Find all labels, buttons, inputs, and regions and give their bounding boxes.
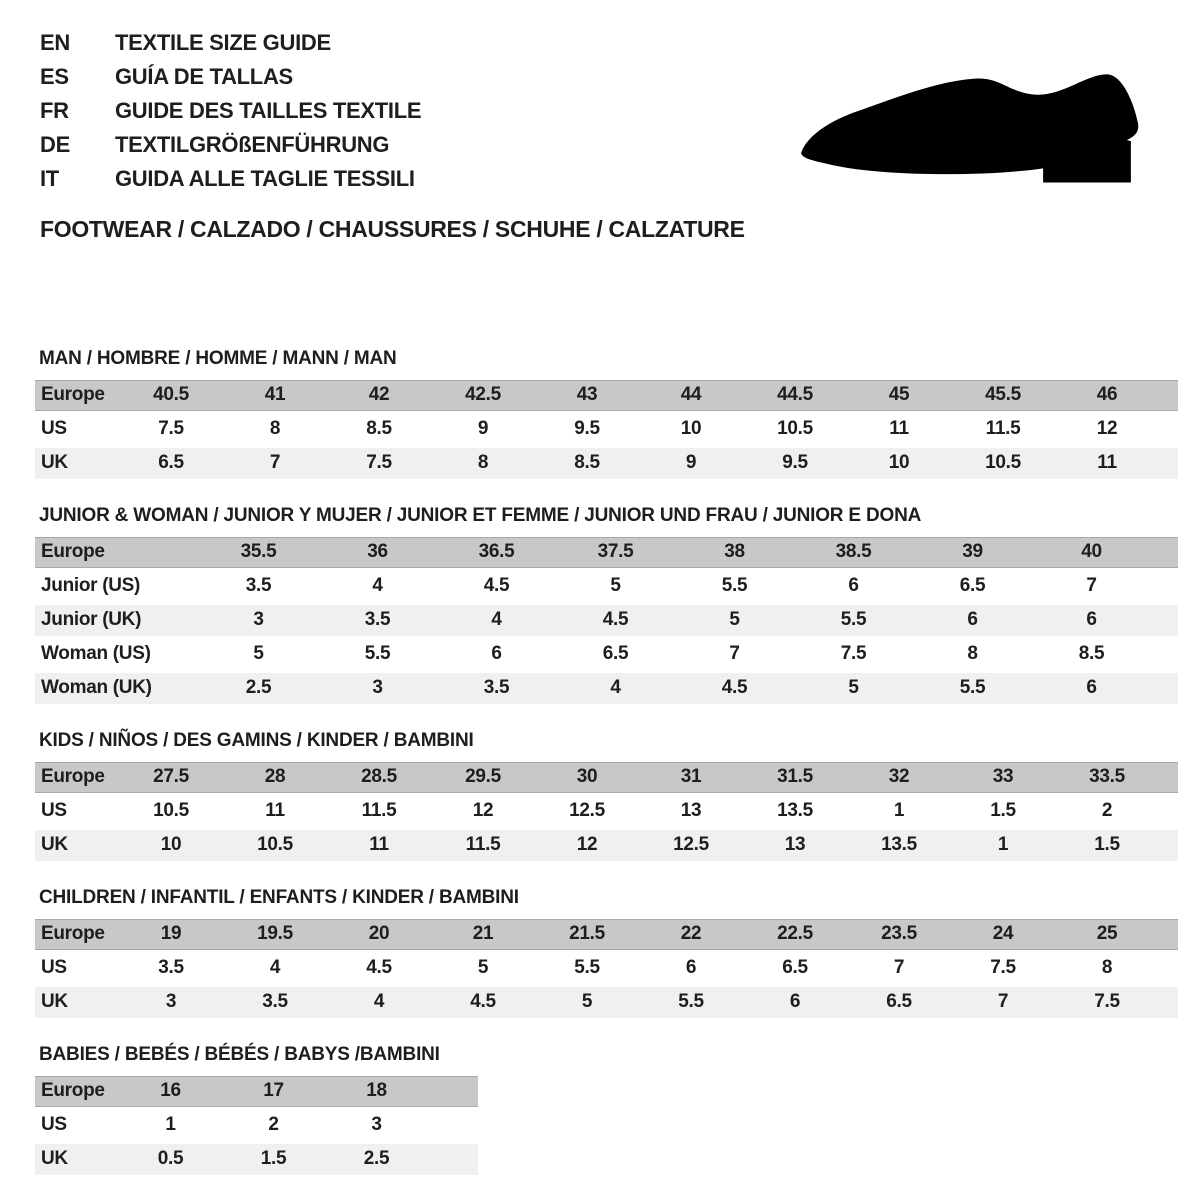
size-value-cell: 36.5 <box>478 541 515 562</box>
section-title-children: CHILDREN / INFANTIL / ENFANTS / KINDER / BAMBINI <box>39 887 519 908</box>
size-value-cell: 9.5 <box>574 418 600 439</box>
size-value-cell: 7.5 <box>1094 991 1120 1012</box>
size-value-cell: 42.5 <box>465 384 501 405</box>
size-value-cell: 1.5 <box>1094 834 1120 855</box>
section-title-junior-woman: JUNIOR & WOMAN / JUNIOR Y MUJER / JUNIOR ET FEMME / JUNIOR UND FRAU / JUNIOR E DONA <box>39 505 922 526</box>
row-label: Woman (US) <box>41 643 151 664</box>
size-value-cell: 12 <box>472 800 494 821</box>
row-spacer <box>428 1077 478 1106</box>
dress-shoe-icon <box>798 64 1146 198</box>
row-spacer <box>1151 571 1178 602</box>
language-label: TEXTILE SIZE GUIDE <box>115 30 331 55</box>
language-label: GUIDA ALLE TAGLIE TESSILI <box>115 166 415 191</box>
size-value-cell: 4.5 <box>366 957 392 978</box>
language-code: EN <box>40 30 70 55</box>
size-value-cell: 5.5 <box>840 609 867 630</box>
size-value-cell: 13.5 <box>777 800 813 821</box>
size-value-cell: 10 <box>888 452 910 473</box>
size-value-cell: 5.5 <box>574 957 600 978</box>
row-spacer <box>1159 414 1178 445</box>
size-value-cell: 7 <box>269 452 281 473</box>
size-value-cell: 45 <box>888 384 910 405</box>
size-value-cell: 6 <box>789 991 801 1012</box>
size-table-row <box>35 796 1178 827</box>
size-value-cell: 12 <box>1096 418 1118 439</box>
row-label: Europe <box>41 1080 105 1101</box>
size-table-row <box>35 673 1178 704</box>
row-label: UK <box>41 1148 68 1169</box>
size-table-header-row <box>35 1076 478 1107</box>
size-table-row <box>35 639 1178 670</box>
size-value-cell: 4 <box>373 991 385 1012</box>
size-value-cell: 4 <box>269 957 281 978</box>
size-value-cell: 17 <box>263 1080 284 1101</box>
size-value-cell: 6.5 <box>782 957 808 978</box>
size-value-cell: 1.5 <box>990 800 1016 821</box>
size-value-cell: 35.5 <box>240 541 277 562</box>
size-value-cell: 37.5 <box>597 541 634 562</box>
language-code: IT <box>40 166 59 191</box>
size-value-cell: 11.5 <box>985 418 1021 439</box>
size-value-cell: 40.5 <box>153 384 189 405</box>
size-value-cell: 40 <box>1081 541 1102 562</box>
size-value-cell: 4 <box>491 609 502 630</box>
size-value-cell: 2 <box>268 1114 279 1135</box>
size-table-row <box>35 953 1178 984</box>
size-value-cell: 38.5 <box>835 541 872 562</box>
size-value-cell: 9 <box>477 418 489 439</box>
language-row-it <box>40 162 421 196</box>
size-value-cell: 12 <box>576 834 598 855</box>
row-label: Europe <box>41 541 105 562</box>
language-row-de <box>40 128 421 162</box>
size-table-row <box>35 830 1178 861</box>
size-value-cell: 27.5 <box>153 766 189 787</box>
category-heading: FOOTWEAR / CALZADO / CHAUSSURES / SCHUHE / CALZATURE <box>40 216 745 242</box>
size-value-cell: 18 <box>366 1080 387 1101</box>
row-label: Europe <box>41 766 105 787</box>
size-value-cell: 24 <box>992 923 1014 944</box>
size-value-cell: 12.5 <box>673 834 709 855</box>
size-value-cell: 6 <box>685 957 697 978</box>
row-spacer <box>1159 796 1178 827</box>
size-value-cell: 5 <box>729 609 740 630</box>
size-value-cell: 44.5 <box>777 384 813 405</box>
size-value-cell: 3.5 <box>245 575 272 596</box>
row-spacer <box>1151 605 1178 636</box>
size-value-cell: 7 <box>893 957 905 978</box>
size-table-row <box>35 414 1178 445</box>
size-value-cell: 0.5 <box>157 1148 184 1169</box>
size-value-cell: 7.5 <box>366 452 392 473</box>
size-value-cell: 19 <box>160 923 182 944</box>
size-value-cell: 4.5 <box>470 991 496 1012</box>
size-value-cell: 3.5 <box>483 677 510 698</box>
size-value-cell: 6 <box>1086 609 1097 630</box>
size-value-cell: 1 <box>165 1114 176 1135</box>
language-row-en <box>40 26 421 60</box>
section-title-babies: BABIES / BEBÉS / BÉBÉS / BABYS /BAMBINI <box>39 1044 440 1065</box>
size-value-cell: 11.5 <box>361 800 397 821</box>
row-label: UK <box>41 991 68 1012</box>
size-value-cell: 13 <box>784 834 806 855</box>
size-value-cell: 11 <box>1097 452 1117 473</box>
size-value-cell: 9 <box>685 452 697 473</box>
size-value-cell: 33.5 <box>1089 766 1125 787</box>
size-table-row <box>35 571 1178 602</box>
size-value-cell: 28 <box>264 766 286 787</box>
size-table-kids <box>35 762 1178 861</box>
size-value-cell: 4 <box>372 575 383 596</box>
size-value-cell: 31 <box>680 766 702 787</box>
size-value-cell: 8 <box>967 643 978 664</box>
size-value-cell: 7.5 <box>990 957 1016 978</box>
row-spacer <box>1159 381 1178 410</box>
size-value-cell: 5 <box>610 575 621 596</box>
size-value-cell: 3.5 <box>262 991 288 1012</box>
size-value-cell: 8 <box>1101 957 1113 978</box>
size-value-cell: 16 <box>160 1080 181 1101</box>
section-junior-woman <box>35 505 1178 704</box>
row-label: Junior (US) <box>41 575 141 596</box>
size-value-cell: 3 <box>371 1114 382 1135</box>
size-value-cell: 4.5 <box>721 677 748 698</box>
size-value-cell: 43 <box>576 384 598 405</box>
size-value-cell: 5 <box>848 677 859 698</box>
size-value-cell: 19.5 <box>257 923 293 944</box>
size-value-cell: 29.5 <box>465 766 501 787</box>
size-table-row <box>35 448 1178 479</box>
size-value-cell: 10.5 <box>153 800 189 821</box>
row-spacer <box>428 1110 478 1141</box>
size-value-cell: 7 <box>997 991 1009 1012</box>
size-value-cell: 3.5 <box>158 957 184 978</box>
size-value-cell: 21.5 <box>569 923 605 944</box>
row-spacer <box>1159 920 1178 949</box>
size-value-cell: 21 <box>472 923 494 944</box>
size-value-cell: 5 <box>477 957 489 978</box>
size-value-cell: 6.5 <box>158 452 184 473</box>
size-value-cell: 2 <box>1101 800 1113 821</box>
size-value-cell: 8 <box>477 452 489 473</box>
size-value-cell: 3 <box>372 677 383 698</box>
size-value-cell: 11 <box>369 834 389 855</box>
row-spacer <box>1151 673 1178 704</box>
size-value-cell: 32 <box>888 766 910 787</box>
size-value-cell: 3 <box>165 991 177 1012</box>
size-value-cell: 7.5 <box>840 643 867 664</box>
row-spacer <box>1159 953 1178 984</box>
size-value-cell: 10 <box>160 834 182 855</box>
size-value-cell: 10.5 <box>985 452 1021 473</box>
size-table-row <box>35 605 1178 636</box>
row-label: Europe <box>41 923 105 944</box>
size-value-cell: 42 <box>368 384 390 405</box>
row-label: Junior (UK) <box>41 609 142 630</box>
row-spacer <box>1159 987 1178 1018</box>
size-value-cell: 6 <box>967 609 978 630</box>
size-value-cell: 28.5 <box>361 766 397 787</box>
size-value-cell: 10.5 <box>257 834 293 855</box>
size-value-cell: 22 <box>680 923 702 944</box>
size-value-cell: 7 <box>729 643 740 664</box>
size-value-cell: 8 <box>269 418 281 439</box>
size-value-cell: 46 <box>1096 384 1118 405</box>
size-value-cell: 7 <box>1086 575 1097 596</box>
size-value-cell: 4.5 <box>483 575 510 596</box>
row-label: UK <box>41 452 68 473</box>
size-table-babies <box>35 1076 478 1175</box>
size-value-cell: 7.5 <box>158 418 184 439</box>
size-value-cell: 20 <box>368 923 390 944</box>
size-value-cell: 6 <box>1086 677 1097 698</box>
row-spacer <box>1151 538 1178 567</box>
size-value-cell: 44 <box>680 384 702 405</box>
size-value-cell: 11 <box>889 418 909 439</box>
size-value-cell: 1.5 <box>260 1148 287 1169</box>
size-value-cell: 39 <box>962 541 983 562</box>
size-value-cell: 5 <box>253 643 264 664</box>
section-children <box>35 887 1178 1018</box>
size-value-cell: 6 <box>491 643 502 664</box>
size-value-cell: 4.5 <box>602 609 629 630</box>
language-code: ES <box>40 64 69 89</box>
size-value-cell: 5.5 <box>959 677 986 698</box>
size-value-cell: 8.5 <box>574 452 600 473</box>
size-value-cell: 1 <box>893 800 905 821</box>
size-table-junior-woman <box>35 537 1178 704</box>
size-value-cell: 41 <box>264 384 286 405</box>
size-value-cell: 2.5 <box>245 677 272 698</box>
language-label: GUÍA DE TALLAS <box>115 64 293 89</box>
section-title-man: MAN / HOMBRE / HOMME / MANN / MAN <box>39 348 397 369</box>
size-table-row <box>35 1144 478 1175</box>
size-value-cell: 5.5 <box>721 575 748 596</box>
language-label: TEXTILGRÖßENFÜHRUNG <box>115 132 390 157</box>
size-value-cell: 11 <box>265 800 285 821</box>
size-value-cell: 6 <box>848 575 859 596</box>
size-value-cell: 9.5 <box>782 452 808 473</box>
section-kids <box>35 730 1178 861</box>
language-code: FR <box>40 98 69 123</box>
size-value-cell: 45.5 <box>985 384 1021 405</box>
size-value-cell: 23.5 <box>881 923 917 944</box>
size-table-header-row <box>35 380 1178 411</box>
size-value-cell: 2.5 <box>363 1148 390 1169</box>
language-label: GUIDE DES TAILLES TEXTILE <box>115 98 422 123</box>
section-man <box>35 348 1178 479</box>
language-guide-header <box>40 26 421 196</box>
size-value-cell: 6.5 <box>886 991 912 1012</box>
section-title-kids: KIDS / NIÑOS / DES GAMINS / KINDER / BAMBINI <box>39 730 474 751</box>
row-spacer <box>1151 639 1178 670</box>
row-spacer <box>1159 448 1178 479</box>
size-table-header-row <box>35 762 1178 793</box>
row-spacer <box>1159 830 1178 861</box>
language-row-es <box>40 60 421 94</box>
size-value-cell: 6.5 <box>959 575 986 596</box>
row-label: Europe <box>41 384 105 405</box>
size-value-cell: 1 <box>997 834 1009 855</box>
size-value-cell: 22.5 <box>777 923 813 944</box>
size-tables <box>35 348 1178 1178</box>
size-value-cell: 31.5 <box>777 766 813 787</box>
size-value-cell: 3 <box>253 609 264 630</box>
size-value-cell: 8.5 <box>1078 643 1105 664</box>
size-value-cell: 36 <box>367 541 388 562</box>
size-table-row <box>35 987 1178 1018</box>
size-value-cell: 30 <box>576 766 598 787</box>
language-row-fr <box>40 94 421 128</box>
size-value-cell: 25 <box>1096 923 1118 944</box>
section-babies <box>35 1044 478 1175</box>
row-label: Woman (UK) <box>41 677 152 698</box>
size-value-cell: 10 <box>680 418 702 439</box>
size-table-row <box>35 1110 478 1141</box>
size-value-cell: 5.5 <box>364 643 391 664</box>
size-value-cell: 33 <box>992 766 1014 787</box>
row-label: UK <box>41 834 68 855</box>
size-table-children <box>35 919 1178 1018</box>
size-value-cell: 4 <box>610 677 621 698</box>
size-value-cell: 5.5 <box>678 991 704 1012</box>
row-spacer <box>1159 763 1178 792</box>
size-value-cell: 13 <box>680 800 702 821</box>
size-value-cell: 13.5 <box>881 834 917 855</box>
row-spacer <box>428 1144 478 1175</box>
size-value-cell: 3.5 <box>364 609 391 630</box>
size-value-cell: 10.5 <box>777 418 813 439</box>
row-label: US <box>41 800 67 821</box>
row-label: US <box>41 957 67 978</box>
size-table-header-row <box>35 919 1178 950</box>
size-table-header-row <box>35 537 1178 568</box>
size-value-cell: 6.5 <box>602 643 629 664</box>
size-value-cell: 38 <box>724 541 745 562</box>
size-table-man <box>35 380 1178 479</box>
size-value-cell: 8.5 <box>366 418 392 439</box>
row-label: US <box>41 1114 67 1135</box>
language-code: DE <box>40 132 70 157</box>
row-label: US <box>41 418 67 439</box>
size-value-cell: 11.5 <box>465 834 501 855</box>
size-value-cell: 12.5 <box>569 800 605 821</box>
size-value-cell: 5 <box>581 991 593 1012</box>
